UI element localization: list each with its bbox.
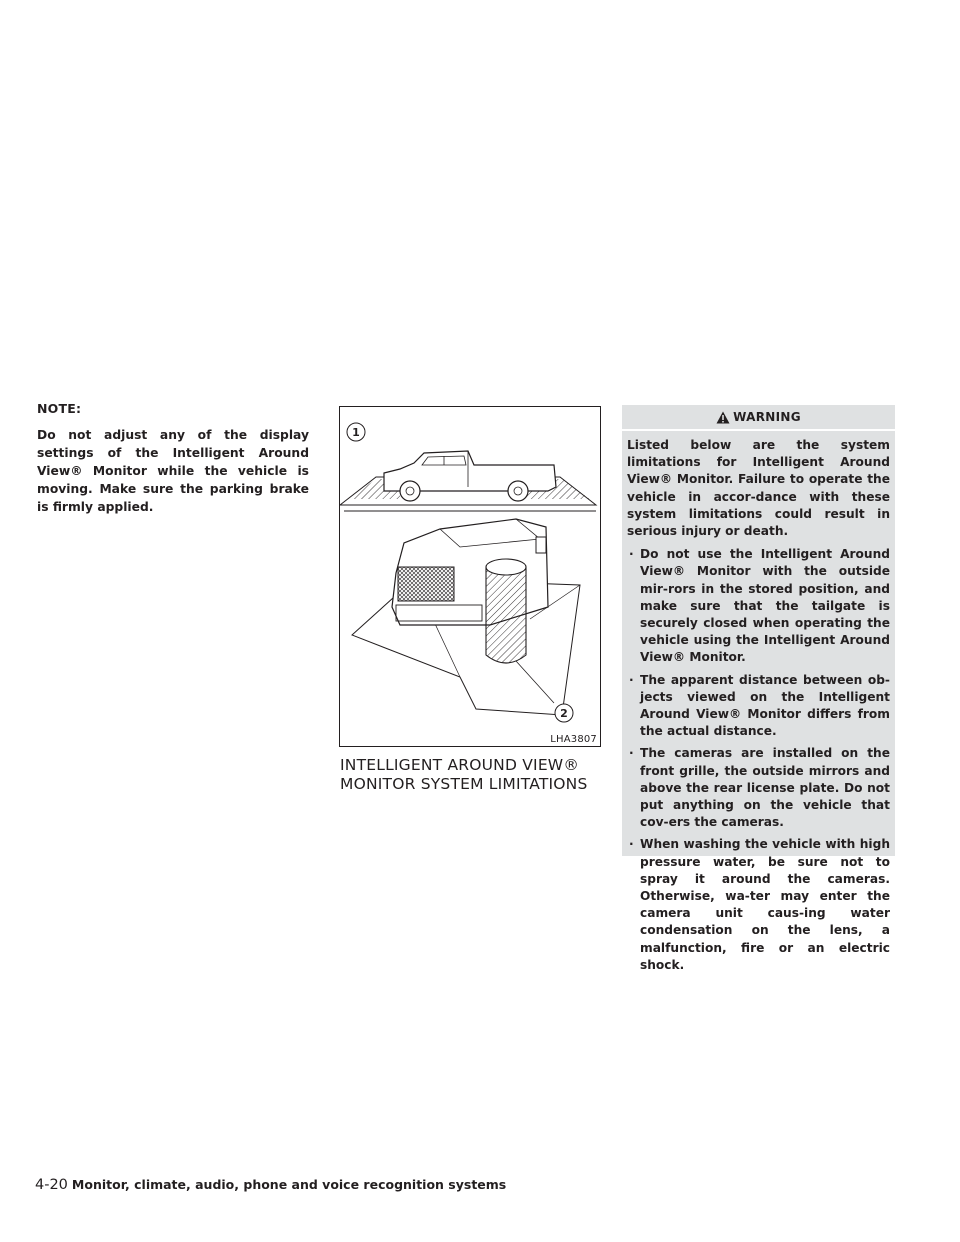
callout-1: [347, 423, 365, 441]
callout-2: [555, 704, 573, 722]
page-number: 4-20: [35, 1177, 68, 1193]
warning-intro: Listed below are the system limitations for Intelligent Around View® Monitor. Failure to operate the vehicle in accor-dance with these system limitations could result in serious injury or death.: [627, 438, 890, 539]
front-view-truck: [352, 519, 580, 715]
warning-list: [627, 546, 890, 974]
warning-list-item: · When washing the vehicle with high pressure water, be sure not to spray it around the cameras. Otherwise, wa-ter may enter the camera unit caus-ing water condensation on the lens, a malfunction, fire or an electric shock.: [627, 836, 890, 974]
section-title: [340, 756, 610, 794]
figure-code: LHA3807: [550, 734, 597, 745]
truck-camera-illustration: [340, 407, 600, 746]
side-view-truck: [340, 451, 596, 505]
section-title-line1: INTELLIGENT AROUND VIEW®: [340, 756, 580, 774]
warning-list-item: · Do not use the Intelligent Around View® Monitor with the outside mir-rors in the stored position, and make sure that the tailgate is securely closed when operating the vehicle using the Intelligent Around View® Monitor.: [627, 546, 890, 666]
warning-triangle-icon: [716, 411, 730, 424]
section-title-line2: MONITOR SYSTEM LIMITATIONS: [340, 775, 588, 793]
chapter-title: Monitor, climate, audio, phone and voice recognition systems: [71, 1177, 507, 1192]
warning-list-item: · The cameras are installed on the front grille, the outside mirrors and above the rear license plate. Do not put anything on the vehicle that cov-ers the cameras.: [627, 745, 890, 831]
warning-body: [622, 431, 895, 974]
page-footer: [35, 1177, 506, 1193]
warning-box: [622, 405, 895, 972]
note-text: Do not adjust any of the display settings of the Intelligent Around View® Monitor while the vehicle is moving. Make sure the parking brake is firmly applied.: [37, 428, 309, 514]
svg-text:1: 1: [352, 426, 360, 439]
warning-header: [622, 405, 895, 431]
warning-list-item: · The apparent distance between ob-jects viewed on the Intelligent Around View® Monitor differs from the actual distance.: [627, 672, 890, 741]
warning-title: WARNING: [733, 410, 801, 424]
note-label: NOTE:: [37, 401, 82, 416]
illustration-figure: [339, 406, 601, 747]
svg-text:2: 2: [560, 707, 568, 720]
